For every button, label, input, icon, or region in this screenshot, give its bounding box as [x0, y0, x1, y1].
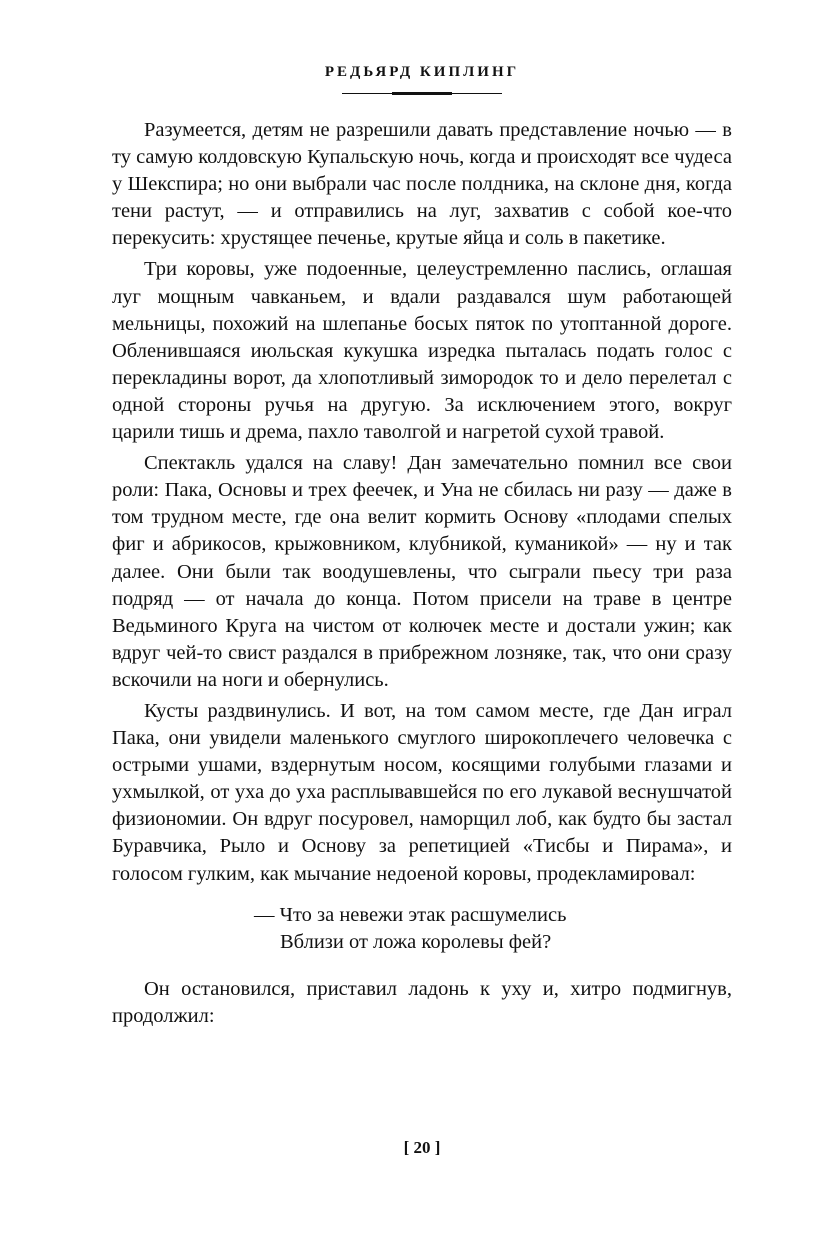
running-title: РЕДЬЯРД КИПЛИНГ	[324, 64, 520, 80]
paragraph: Он остановился, приставил ладонь к уху и, хитро подмигнув, продолжил:	[112, 977, 732, 1027]
header-rule	[342, 93, 502, 94]
paragraph: Разумеется, детям не разрешили давать представление ночью — в ту самую колдовскую Купальскую ночь, когда и происходят все чудеса у Шекспира; но они выбрали час после полдника, на склоне дня, когда тени растут, — и отправились на луг, захватив с собой кое-что перекусить: хрустящее печенье, крутые яйца и соль в пакетике.	[112, 119, 732, 250]
book-page	[112, 0, 732, 1241]
verse-quote	[112, 902, 732, 956]
paragraph: Три коровы, уже подоенные, целеустремленно паслись, оглашая луг мощным чавканьем, и вдали раздавался шум работающей мельницы, похожий на шлепанье босых пяток по утоптанной дороге. Обленившаяся июльская кукушка изредка пыталась подать голос с перекладины ворот, да хлопотливый зимородок то и дело перелетал с одной стороны ручья на другую. За исключением этого, вокруг царили тишь и дрема, пахло таволгой и нагретой сухой травой.	[112, 258, 732, 444]
verse-line: Вблизи от ложа королевы фей?	[280, 930, 552, 953]
verse-line: — Что за невежи этак расшумелись	[254, 903, 567, 926]
paragraph: Спектакль удался на славу! Дан замечательно помнил все свои роли: Пака, Основы и трех феечек, и Уна не сбилась ни разу — даже в том трудном месте, где она велит кормить Основу «плодами спелых фиг и абрикосов, крыжовником, клубникой, куманикой» — ну и так далее. Они были так воодушевлены, что сыграли пьесу три раза подряд — от начала до конца. Потом присели на траве в центре Ведьминого Круга на чистом от колючек месте и достали ужин; как вдруг чей-то свист раздался в прибрежном лозняке, так, что они сразу вскочили на ноги и обернулись.	[112, 452, 732, 691]
page-number: [ 20 ]	[403, 1138, 441, 1157]
paragraph: Кусты раздвинулись. И вот, на том самом месте, где Дан играл Пака, они увидели маленького смуглого широкоплечего человечка с острыми ушами, вздернутым носом, косящими голубыми глазами и ухмылкой, от уха до уха расплывавшейся по его лукавой веснушчатой физиономии. Он вдруг посуровел, наморщил лоб, как будто бы застал Буравчика, Рыло и Основу за репетицией «Тисбы и Пирама», и голосом гулким, как мычание недоеной коровы, продекламировал:	[112, 699, 732, 885]
body-text	[112, 117, 732, 1034]
